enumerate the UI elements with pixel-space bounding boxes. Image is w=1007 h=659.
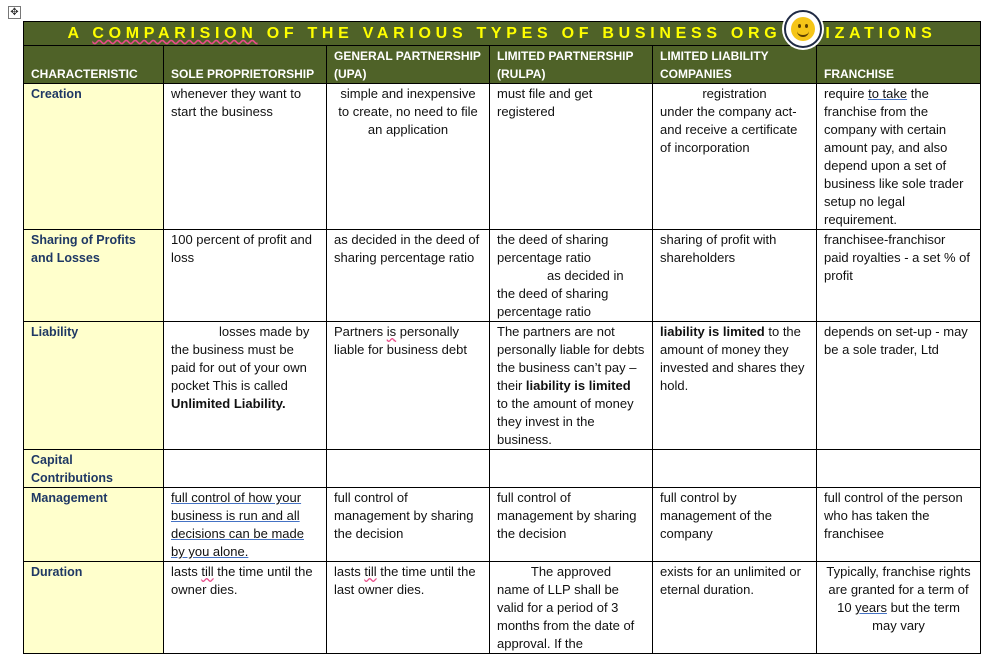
cell-text: to the amount of money they invest in the business. <box>497 396 634 447</box>
table-row <box>24 562 981 654</box>
cell-liability-gp[interactable] <box>327 322 490 450</box>
cell-profits-gp[interactable]: as decided in the deed of sharing percentage ratio <box>327 230 490 322</box>
cell-text-flagged: till <box>364 564 377 579</box>
cell-text: to the amount of money they invested and shares they hold. <box>660 324 805 393</box>
header-limited-liability: LIMITED LIABILITY COMPANIES <box>653 46 817 84</box>
cell-text-bold: liability is limited <box>525 378 631 393</box>
table-row <box>24 322 981 450</box>
cell-text-underlined: full control of how your business is run and all decisions can be made by you alone. <box>171 490 304 559</box>
cell-text: The partners are not personally liable for debts the business can’t pay – their <box>497 324 645 393</box>
cell-management-franchise[interactable]: full control of the person who has taken the franchisee <box>817 488 981 562</box>
cell-profits-lp[interactable] <box>490 230 653 322</box>
cell-creation-sole[interactable]: whenever they want to start the business <box>164 84 327 230</box>
cell-text: the time until the owner dies. <box>171 564 313 597</box>
smiley-face-icon[interactable] <box>784 10 822 48</box>
cell-text-flagged: is <box>386 324 397 339</box>
cell-text-flagged: till <box>201 564 214 579</box>
cell-capital-lp[interactable] <box>490 450 653 488</box>
cell-creation-gp[interactable] <box>327 84 490 230</box>
table-row <box>24 450 981 488</box>
cell-duration-lp[interactable] <box>490 562 653 654</box>
header-sole-proprietorship: SOLE PROPRIETORSHIP <box>164 46 327 84</box>
cell-duration-sole[interactable] <box>164 562 327 654</box>
cell-text: registration <box>702 86 767 101</box>
cell-creation-lp[interactable]: must file and get registered <box>490 84 653 230</box>
cell-profits-sole[interactable]: 100 percent of profit and loss <box>164 230 327 322</box>
cell-text-underlined: to take <box>868 86 908 101</box>
title-text-a: A <box>67 25 93 42</box>
cell-profits-llc[interactable]: sharing of profit with shareholders <box>653 230 817 322</box>
cell-text: simple and inexpensive to create, no need to file an application <box>338 86 478 137</box>
title-row <box>24 22 981 46</box>
cell-management-gp[interactable]: full control of management by sharing the decision <box>327 488 490 562</box>
smiley-mouth <box>797 28 809 37</box>
cell-text-underlined: years <box>855 600 887 615</box>
cell-liability-lp[interactable] <box>490 322 653 450</box>
header-row <box>24 46 981 84</box>
cell-duration-llc[interactable]: exists for an unlimited or eternal duration. <box>653 562 817 654</box>
table-move-handle-icon[interactable]: ✥ <box>8 6 21 19</box>
cell-text: the deed of sharing percentage ratio <box>497 286 609 319</box>
comparison-table <box>23 21 981 654</box>
row-label-creation: Creation <box>24 84 164 230</box>
cell-duration-gp[interactable] <box>327 562 490 654</box>
title-text-misspelled: COMPARISION <box>92 25 258 42</box>
row-label-capital: Capital Contributions <box>24 450 164 488</box>
cell-text-bold: liability is limited <box>660 324 765 339</box>
cell-text: Partners <box>334 324 387 339</box>
cell-creation-llc[interactable] <box>653 84 817 230</box>
table-title <box>24 22 981 46</box>
cell-capital-sole[interactable] <box>164 450 327 488</box>
cell-liability-franchise[interactable]: depends on set-up - may be a sole trader, Ltd <box>817 322 981 450</box>
row-label-liability: Liability <box>24 322 164 450</box>
row-label-duration: Duration <box>24 562 164 654</box>
cell-management-lp[interactable]: full control of management by sharing the decision <box>490 488 653 562</box>
cell-text: lasts <box>334 564 365 579</box>
cell-text: under the company act- and receive a certificate of incorporation <box>660 104 798 155</box>
cell-text: the time until the last owner dies. <box>334 564 476 597</box>
cell-text: The approved <box>530 564 612 579</box>
cell-text: lasts <box>171 564 202 579</box>
cell-management-sole[interactable] <box>164 488 327 562</box>
smiley-face-inner <box>791 17 815 41</box>
cell-text: losses made by the business must be paid for out of your own pocket This is called <box>171 324 310 393</box>
cell-text: Typically, franchise rights are granted for a term of 10 <box>826 564 971 615</box>
title-text-d: IZATIONS <box>825 25 937 42</box>
cell-text: personally liable for business debt <box>334 324 467 357</box>
cell-capital-franchise[interactable] <box>817 450 981 488</box>
table-row <box>24 230 981 322</box>
cell-text-bold: Unlimited Liability. <box>171 396 286 411</box>
header-general-partnership: GENERAL PARTNERSHIP (UPA) <box>327 46 490 84</box>
cell-liability-llc[interactable] <box>653 322 817 450</box>
header-characteristic: CHARACTERISTIC <box>24 46 164 84</box>
cell-capital-llc[interactable] <box>653 450 817 488</box>
header-franchise: FRANCHISE <box>817 46 981 84</box>
cell-management-llc[interactable]: full control by management of the company <box>653 488 817 562</box>
cell-liability-sole[interactable] <box>164 322 327 450</box>
cell-text: the franchise from the company with certain amount pay, and also depend upon a set of business like sole trader setup no legal requirement. <box>824 86 964 227</box>
cell-profits-franchise[interactable]: franchisee-franchisor paid royalties - a set % of profit <box>817 230 981 322</box>
cell-text: require <box>824 86 869 101</box>
cell-duration-franchise[interactable] <box>817 562 981 654</box>
row-label-profits: Sharing of Profits and Losses <box>24 230 164 322</box>
cell-creation-franchise[interactable] <box>817 84 981 230</box>
header-limited-partnership: LIMITED PARTNERSHIP (RULPA) <box>490 46 653 84</box>
table-row <box>24 84 981 230</box>
table-row <box>24 488 981 562</box>
cell-text: as decided in <box>547 268 624 283</box>
cell-text: name of LLP shall be valid for a period of 3 months from the date of approval. If the <box>497 582 635 651</box>
row-label-management: Management <box>24 488 164 562</box>
cell-text: the deed of sharing percentage ratio <box>497 232 609 265</box>
cell-capital-gp[interactable] <box>327 450 490 488</box>
title-text-c: OF THE VARIOUS TYPES OF BUSINESS ORG <box>257 25 782 42</box>
cell-text: but the term may vary <box>872 600 960 633</box>
